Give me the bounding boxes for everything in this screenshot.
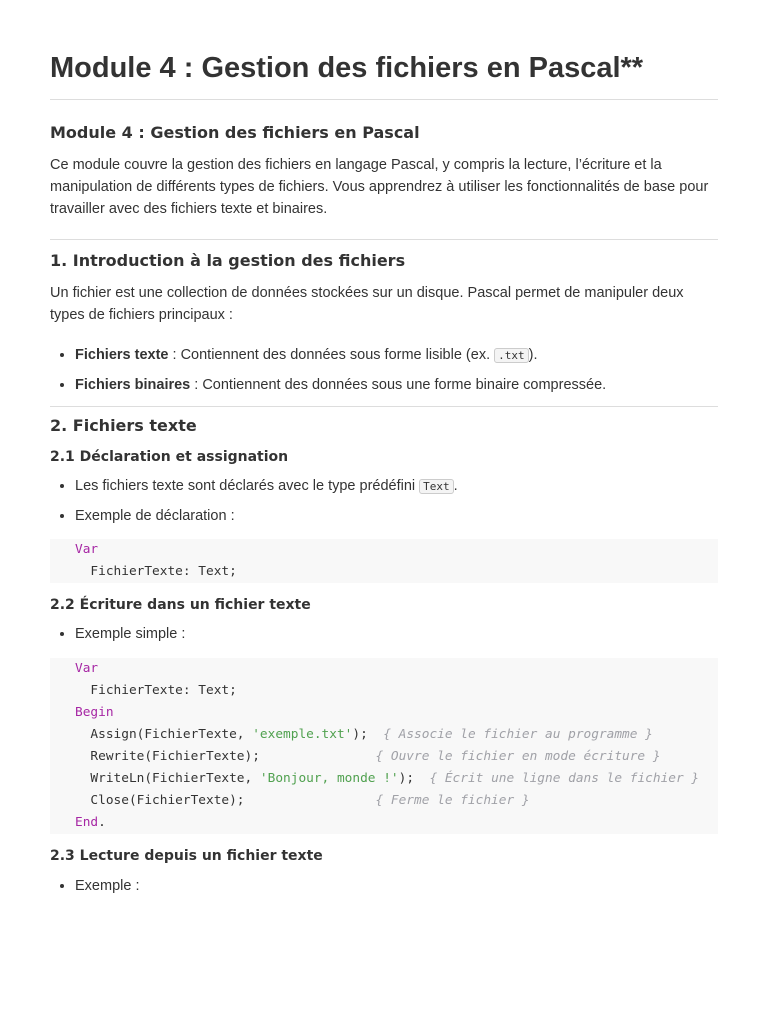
list-item: • Exemple de déclaration : [75, 505, 718, 527]
page-title: Module 4 : Gestion des fichiers en Pascal** [50, 52, 644, 84]
section-2-1-list [50, 475, 718, 527]
file-types-list [50, 344, 718, 396]
list-item-text: Les fichiers texte sont déclarés avec le type prédéfini [75, 478, 420, 494]
list-item [75, 475, 718, 498]
list-item-text: : Contiennent des données sous forme lisible (ex. [168, 347, 495, 363]
inline-code: .txt [494, 348, 529, 363]
section-2-2-heading: 2.2 Écriture dans un fichier texte [50, 597, 311, 613]
section-2-3-list [50, 875, 718, 897]
code-line: Close(FichierTexte); [75, 793, 376, 808]
list-item-text: : Contiennent des données sous une forme binaire compressée. [190, 377, 607, 393]
code-keyword: Var [75, 661, 99, 676]
section-2-3-heading: 2.3 Lecture depuis un fichier texte [50, 848, 323, 864]
section-divider [50, 239, 718, 240]
code-line: ); [352, 727, 384, 742]
section-2-heading: 2. Fichiers texte [50, 416, 197, 435]
inline-code: Text [419, 479, 454, 494]
code-line: . [98, 815, 106, 830]
section-1-heading: 1. Introduction à la gestion des fichiers [50, 251, 406, 270]
list-item: • Exemple : [75, 875, 718, 897]
code-block-declaration [50, 539, 718, 583]
section-1-paragraph: Un fichier est une collection de données stockées sur un disque. Pascal permet de manipuler deux types de fichiers principaux : [50, 285, 684, 323]
code-line: FichierTexte: Text; [75, 564, 237, 579]
section-2-2-list [50, 623, 718, 645]
code-comment: { Ferme le fichier } [375, 793, 530, 808]
code-string: 'Bonjour, monde !' [259, 771, 399, 786]
code-string: 'exemple.txt' [252, 727, 353, 742]
list-item-text: ). [528, 347, 538, 363]
code-line: FichierTexte: Text; [75, 683, 237, 698]
code-block-writing [50, 658, 718, 834]
code-comment: { Associe le fichier au programme } [383, 727, 653, 742]
code-comment: { Ouvre le fichier en mode écriture } [375, 749, 661, 764]
code-keyword: End [75, 815, 99, 830]
list-item [75, 344, 718, 367]
title-divider [50, 99, 718, 100]
section-2-1-heading: 2.1 Déclaration et assignation [50, 449, 289, 465]
list-item [75, 374, 718, 396]
code-line: ); [398, 771, 430, 786]
list-item: • Exemple simple : [75, 623, 718, 645]
list-item-text: . [453, 478, 458, 494]
section-divider [50, 406, 718, 407]
list-item-term: Fichiers binaires [75, 377, 191, 393]
code-keyword: Var [75, 542, 99, 557]
code-comment: { Écrit une ligne dans le fichier } [429, 771, 700, 786]
code-line: Assign(FichierTexte, [75, 727, 253, 742]
code-line: Rewrite(FichierTexte); [75, 749, 376, 764]
module-heading: Module 4 : Gestion des fichiers en Pascal [50, 123, 420, 142]
code-keyword: Begin [75, 705, 114, 720]
list-item-term: Fichiers texte [75, 347, 169, 363]
code-line: WriteLn(FichierTexte, [75, 771, 260, 786]
intro-paragraph: Ce module couvre la gestion des fichiers en langage Pascal, y compris la lecture, l’écriture et la manipulation de différents types de fichiers. Vous apprendrez à utiliser les fonctionnalités de base pour travailler avec des fichiers texte et binaires. [50, 157, 709, 217]
